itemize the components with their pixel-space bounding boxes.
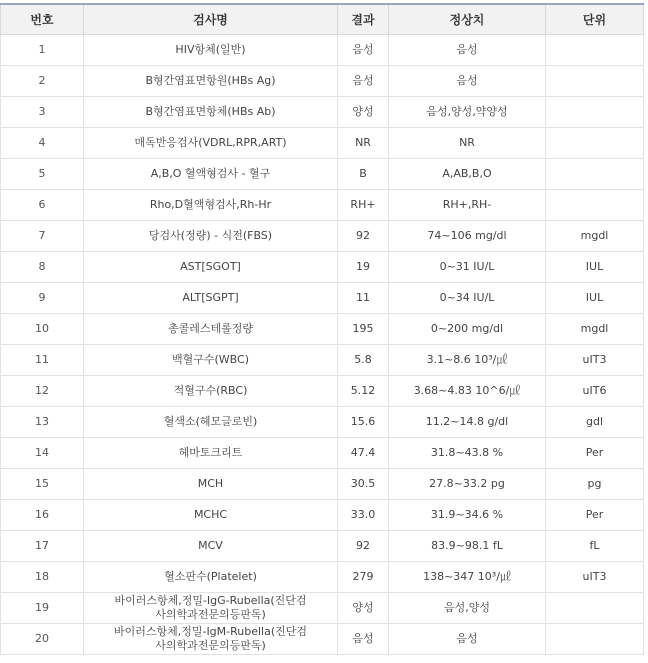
cell-normal-range: 83.9~98.1 fL bbox=[389, 531, 546, 562]
cell-result: 33.0 bbox=[338, 500, 389, 531]
cell-test-name: MCHC bbox=[84, 500, 338, 531]
cell-unit: mgdl bbox=[546, 221, 644, 252]
table-row bbox=[1, 66, 644, 97]
cell-no: 1 bbox=[1, 35, 84, 66]
table-row bbox=[1, 562, 644, 593]
table-row bbox=[1, 376, 644, 407]
cell-test-name: 바이러스항체,정밀-IgG-Rubella(진단검 사의학과전문의등판독) bbox=[84, 593, 338, 624]
cell-test-name: 바이러스항체,정밀-IgM-Rubella(진단검 사의학과전문의등판독) bbox=[84, 624, 338, 655]
table-row bbox=[1, 35, 644, 66]
cell-no: 14 bbox=[1, 438, 84, 469]
table-row bbox=[1, 438, 644, 469]
cell-unit: pg bbox=[546, 469, 644, 500]
cell-normal-range: 음성,양성 bbox=[389, 593, 546, 624]
test-results-table bbox=[0, 3, 644, 655]
cell-test-name: ALT[SGPT] bbox=[84, 283, 338, 314]
cell-unit: IUL bbox=[546, 252, 644, 283]
cell-normal-range: 11.2~14.8 g/dl bbox=[389, 407, 546, 438]
cell-unit: uIT3 bbox=[546, 562, 644, 593]
header-no: 번호 bbox=[1, 4, 84, 35]
cell-result: 양성 bbox=[338, 97, 389, 128]
cell-test-name: Rho,D혈액형검사,Rh-Hr bbox=[84, 190, 338, 221]
cell-test-name: MCH bbox=[84, 469, 338, 500]
cell-result: 92 bbox=[338, 221, 389, 252]
cell-normal-range: 31.8~43.8 % bbox=[389, 438, 546, 469]
cell-result: 279 bbox=[338, 562, 389, 593]
cell-result: 음성 bbox=[338, 35, 389, 66]
table-row bbox=[1, 283, 644, 314]
cell-test-name: 매독반응검사(VDRL,RPR,ART) bbox=[84, 128, 338, 159]
cell-unit bbox=[546, 159, 644, 190]
cell-no: 4 bbox=[1, 128, 84, 159]
cell-result: RH+ bbox=[338, 190, 389, 221]
cell-normal-range: 3.68~4.83 10^6/㎕ bbox=[389, 376, 546, 407]
cell-test-name: 백혈구수(WBC) bbox=[84, 345, 338, 376]
cell-unit: mgdl bbox=[546, 314, 644, 345]
cell-test-name: HIV항체(일반) bbox=[84, 35, 338, 66]
cell-test-name: MCV bbox=[84, 531, 338, 562]
cell-no: 5 bbox=[1, 159, 84, 190]
table-row bbox=[1, 500, 644, 531]
cell-test-name: 혈색소(헤모글로빈) bbox=[84, 407, 338, 438]
cell-no: 11 bbox=[1, 345, 84, 376]
table-row bbox=[1, 469, 644, 500]
cell-unit: IUL bbox=[546, 283, 644, 314]
cell-normal-range: RH+,RH- bbox=[389, 190, 546, 221]
cell-result: 92 bbox=[338, 531, 389, 562]
header-row bbox=[1, 4, 644, 35]
cell-unit bbox=[546, 190, 644, 221]
table-row bbox=[1, 314, 644, 345]
cell-test-name: 헤마토크리트 bbox=[84, 438, 338, 469]
cell-test-name: 당검사(정량) - 식전(FBS) bbox=[84, 221, 338, 252]
cell-normal-range: 음성,양성,약양성 bbox=[389, 97, 546, 128]
cell-normal-range: 138~347 10³/㎕ bbox=[389, 562, 546, 593]
table-row bbox=[1, 221, 644, 252]
cell-result: 19 bbox=[338, 252, 389, 283]
cell-unit bbox=[546, 624, 644, 655]
table-row bbox=[1, 624, 644, 655]
cell-unit: fL bbox=[546, 531, 644, 562]
cell-test-name: 총콜레스테롤정량 bbox=[84, 314, 338, 345]
cell-result: 30.5 bbox=[338, 469, 389, 500]
cell-result: 5.12 bbox=[338, 376, 389, 407]
cell-unit: gdl bbox=[546, 407, 644, 438]
cell-no: 8 bbox=[1, 252, 84, 283]
table-row bbox=[1, 252, 644, 283]
cell-test-name: A,B,O 혈액형검사 - 혈구 bbox=[84, 159, 338, 190]
cell-unit bbox=[546, 593, 644, 624]
cell-no: 7 bbox=[1, 221, 84, 252]
cell-result: 195 bbox=[338, 314, 389, 345]
table-row bbox=[1, 97, 644, 128]
table-row bbox=[1, 593, 644, 624]
cell-test-name: B형간염표면항원(HBs Ag) bbox=[84, 66, 338, 97]
cell-no: 19 bbox=[1, 593, 84, 624]
cell-no: 15 bbox=[1, 469, 84, 500]
cell-no: 3 bbox=[1, 97, 84, 128]
cell-no: 6 bbox=[1, 190, 84, 221]
header-normal-range: 정상치 bbox=[389, 4, 546, 35]
cell-test-name: AST[SGOT] bbox=[84, 252, 338, 283]
cell-unit bbox=[546, 97, 644, 128]
cell-no: 18 bbox=[1, 562, 84, 593]
cell-no: 10 bbox=[1, 314, 84, 345]
cell-normal-range: 0~31 IU/L bbox=[389, 252, 546, 283]
table-row bbox=[1, 407, 644, 438]
cell-test-name: 혈소판수(Platelet) bbox=[84, 562, 338, 593]
cell-no: 12 bbox=[1, 376, 84, 407]
cell-unit: Per bbox=[546, 438, 644, 469]
cell-result: 음성 bbox=[338, 66, 389, 97]
header-result: 결과 bbox=[338, 4, 389, 35]
cell-normal-range: 74~106 mg/dl bbox=[389, 221, 546, 252]
cell-result: 음성 bbox=[338, 624, 389, 655]
cell-result: 5.8 bbox=[338, 345, 389, 376]
cell-result: 47.4 bbox=[338, 438, 389, 469]
cell-no: 17 bbox=[1, 531, 84, 562]
cell-no: 2 bbox=[1, 66, 84, 97]
cell-normal-range: 음성 bbox=[389, 624, 546, 655]
cell-normal-range: 0~34 IU/L bbox=[389, 283, 546, 314]
cell-result: NR bbox=[338, 128, 389, 159]
cell-normal-range: NR bbox=[389, 128, 546, 159]
cell-no: 9 bbox=[1, 283, 84, 314]
header-test-name: 검사명 bbox=[84, 4, 338, 35]
cell-normal-range: 음성 bbox=[389, 66, 546, 97]
table-row bbox=[1, 345, 644, 376]
cell-unit bbox=[546, 35, 644, 66]
cell-result: 양성 bbox=[338, 593, 389, 624]
cell-normal-range: 0~200 mg/dl bbox=[389, 314, 546, 345]
cell-unit: Per bbox=[546, 500, 644, 531]
cell-unit bbox=[546, 128, 644, 159]
cell-result: 11 bbox=[338, 283, 389, 314]
cell-result: B bbox=[338, 159, 389, 190]
header-unit: 단위 bbox=[546, 4, 644, 35]
cell-test-name: 적혈구수(RBC) bbox=[84, 376, 338, 407]
table-row bbox=[1, 531, 644, 562]
cell-unit bbox=[546, 66, 644, 97]
cell-normal-range: 31.9~34.6 % bbox=[389, 500, 546, 531]
table-body bbox=[1, 35, 644, 655]
cell-normal-range: 3.1~8.6 10³/㎕ bbox=[389, 345, 546, 376]
table-row bbox=[1, 128, 644, 159]
cell-no: 20 bbox=[1, 624, 84, 655]
cell-result: 15.6 bbox=[338, 407, 389, 438]
table-row bbox=[1, 159, 644, 190]
cell-normal-range: A,AB,B,O bbox=[389, 159, 546, 190]
cell-no: 16 bbox=[1, 500, 84, 531]
cell-no: 13 bbox=[1, 407, 84, 438]
cell-unit: uIT6 bbox=[546, 376, 644, 407]
cell-unit: uIT3 bbox=[546, 345, 644, 376]
cell-normal-range: 음성 bbox=[389, 35, 546, 66]
cell-normal-range: 27.8~33.2 pg bbox=[389, 469, 546, 500]
table-row bbox=[1, 190, 644, 221]
cell-test-name: B형간염표면항체(HBs Ab) bbox=[84, 97, 338, 128]
